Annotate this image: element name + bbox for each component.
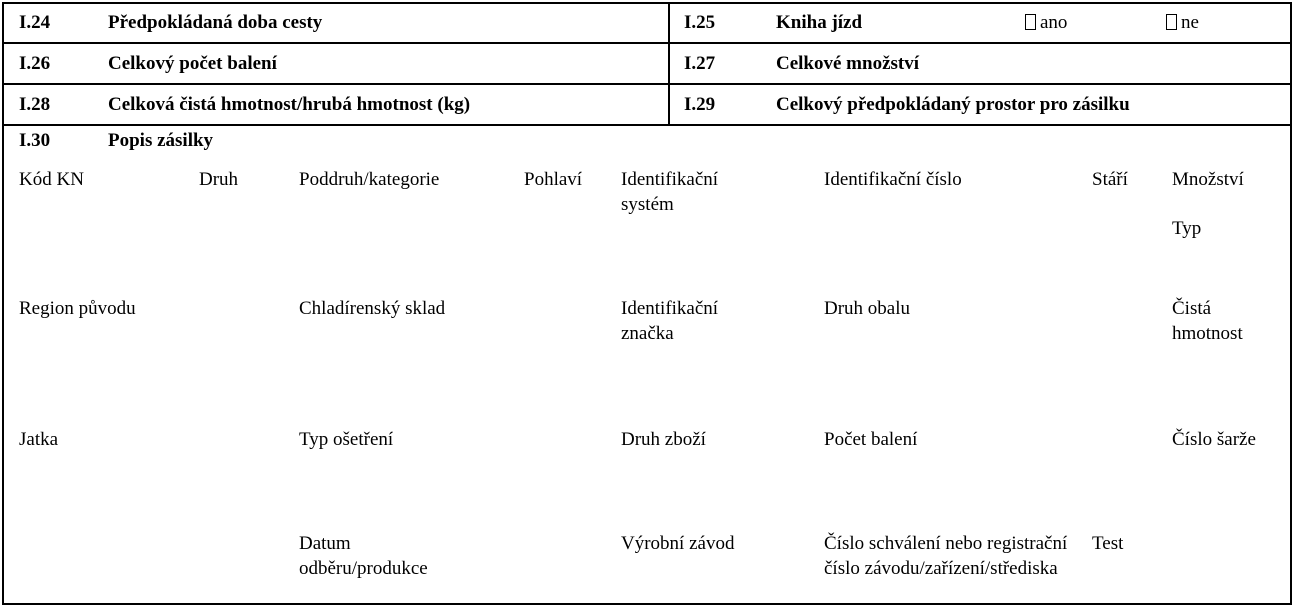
field-title-total-quantity: Celkové množství bbox=[776, 53, 920, 74]
consignment-form bbox=[2, 2, 1292, 605]
label-identification-system: Identifikační systém bbox=[621, 169, 719, 215]
journey-log-yes-option[interactable] bbox=[1025, 10, 1067, 35]
field-title-net-gross-weight: Celková čistá hmotnost/hrubá hmotnost (kg) bbox=[108, 94, 471, 115]
label-package-count: Počet balení bbox=[824, 429, 918, 450]
journey-log-no-option[interactable] bbox=[1166, 10, 1199, 35]
row-divider bbox=[4, 83, 1290, 85]
field-number-i26: I.26 bbox=[19, 53, 51, 74]
label-cold-store: Chladírenský sklad bbox=[299, 298, 446, 319]
field-number-i25: I.25 bbox=[684, 12, 716, 33]
checkbox-yes-label: ano bbox=[1040, 12, 1068, 33]
label-net-weight: Čistá hmotnost bbox=[1172, 298, 1243, 344]
field-number-i27: I.27 bbox=[684, 53, 716, 74]
row-divider bbox=[4, 42, 1290, 44]
field-title-journey-log: Kniha jízd bbox=[776, 12, 863, 33]
label-package-type: Druh obalu bbox=[824, 298, 911, 319]
checkbox-yes[interactable] bbox=[1025, 14, 1036, 30]
label-treatment-type: Typ ošetření bbox=[299, 429, 394, 450]
field-number-i24: I.24 bbox=[19, 12, 51, 33]
label-manufacturing-plant: Výrobní závod bbox=[621, 533, 735, 554]
field-title-total-packages: Celkový počet balení bbox=[108, 53, 277, 74]
field-title-total-space: Celkový předpokládaný prostor pro zásilku bbox=[776, 94, 1130, 115]
field-title-travel-time: Předpokládaná doba cesty bbox=[108, 12, 323, 33]
label-identification-mark: Identifikační značka bbox=[621, 298, 719, 344]
field-number-i30: I.30 bbox=[19, 130, 51, 151]
label-commodity-type: Druh zboží bbox=[621, 429, 706, 450]
checkbox-no-label: ne bbox=[1181, 12, 1199, 33]
field-number-i28: I.28 bbox=[19, 94, 51, 115]
label-identification-number: Identifikační číslo bbox=[824, 169, 962, 190]
label-collection-date: Datum odběru/produkce bbox=[299, 533, 428, 579]
label-batch-number: Číslo šarže bbox=[1172, 429, 1256, 450]
row-divider bbox=[4, 124, 1290, 126]
label-sex: Pohlaví bbox=[524, 169, 583, 190]
label-cn-code: Kód KN bbox=[19, 169, 84, 190]
label-species: Druh bbox=[199, 169, 239, 190]
label-slaughterhouse: Jatka bbox=[19, 429, 59, 450]
label-type: Typ bbox=[1172, 218, 1202, 239]
label-test: Test bbox=[1092, 533, 1124, 554]
label-age: Stáří bbox=[1092, 169, 1128, 190]
label-region-of-origin: Region původu bbox=[19, 298, 136, 319]
label-subspecies: Poddruh/kategorie bbox=[299, 169, 440, 190]
checkbox-no[interactable] bbox=[1166, 14, 1177, 30]
label-approval-number: Číslo schválení nebo registrační číslo závodu/zařízení/střediska bbox=[824, 533, 1068, 579]
section-title-description: Popis zásilky bbox=[108, 130, 214, 151]
label-quantity: Množství bbox=[1172, 169, 1244, 190]
column-divider bbox=[668, 4, 670, 124]
field-number-i29: I.29 bbox=[684, 94, 716, 115]
